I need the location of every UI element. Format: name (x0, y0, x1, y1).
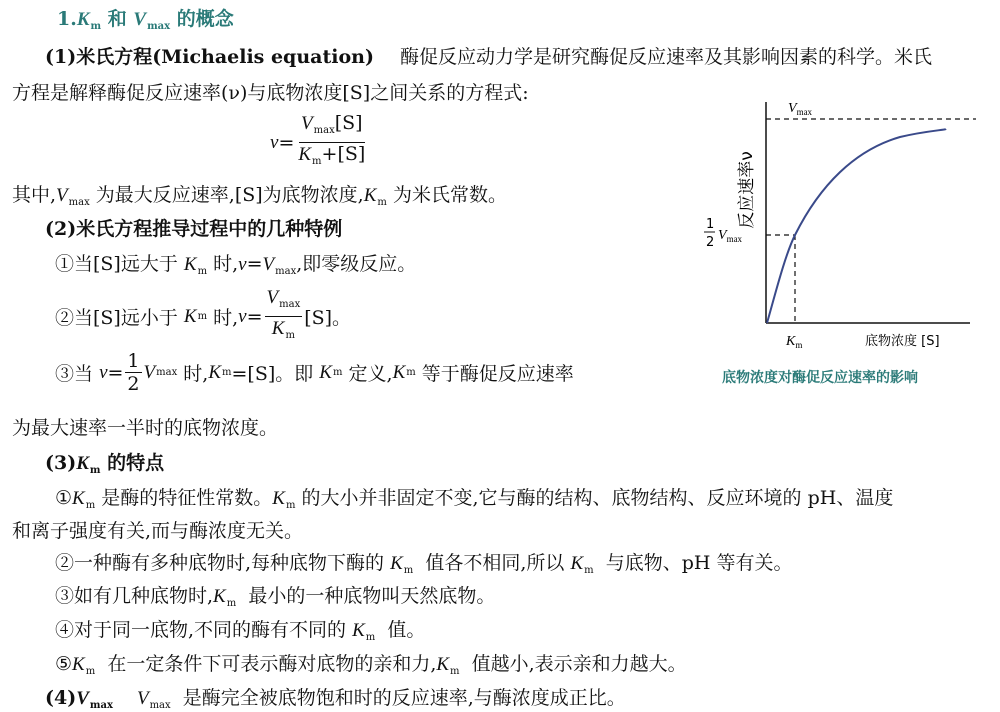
special-case-1: ①当[S]远大于 $K_m$ 时$,\nu=V_{max}$,即零级反应。 (55, 253, 417, 277)
special-cases-heading: (2)米氏方程推导过程中的几种特例 (45, 218, 343, 240)
km-feature-2: ②一种酶有多种底物时,每种底物下酶的 $K_m$ 值各不相同,所以 $K_m$ 与底物、pH 等有关。 (55, 552, 793, 576)
michaelis-curve (767, 129, 946, 323)
section-heading: $1.K_m$ 和 $V_{max}$ 的概念 (57, 8, 234, 32)
equation-variables-note: 其中$,V_{max}$ 为最大反应速率,[S]为底物浓度$,K_m$ 为米氏常数。 (12, 184, 507, 208)
km-tick-label: $K_m$ (786, 334, 803, 350)
km-features-heading: $(3)K_m$ 的特点 (45, 452, 165, 476)
michaelis-equation-intro: (1)米氏方程(Michaelis equation) 酶促反应动力学是研究酶促反应速率及其影响因素的科学。米氏 (45, 46, 933, 68)
vmax-label: $V_{max}$ (788, 101, 813, 117)
figure-caption: 底物浓度对酶促反应速率的影响 (722, 370, 918, 386)
half-vmax-label: $V_{max}$ (718, 228, 743, 244)
y-axis-label: 反应速率ν (737, 151, 757, 229)
half-num: 1 (706, 217, 715, 232)
michaelis-equation: ν = $\frac{V_{max}[S]}{K_m+[S]}$ (270, 112, 366, 167)
km-feature-5: $⑤K_m$ 在一定条件下可表示酶对底物的亲和力$,K_m$ 值越小,表示亲和力越大。 (55, 653, 687, 677)
special-case-3-cont: 为最大速率一半时的底物浓度。 (12, 417, 279, 439)
special-case-2: ②当[S]远小于 K m 时, ν = $\frac{V_{max}}{K_m}$ [S]。 (55, 287, 352, 341)
km-feature-1: $①K_m$ 是酶的特征性常数。$K_m$ 的大小并非固定不变,它与酶的结构、底物结构、反应环境的 pH、温度 (55, 487, 894, 511)
half-den: 2 (706, 235, 715, 250)
special-case-3: ③当 ν = $\frac{1}{2}$ V max 时, K m =[S]。即 K m 定义, K m 等于酶促反应速率 (55, 350, 574, 395)
vmax-definition: $(4)V_{max}$ $V_{max}$ 是酶完全被底物饱和时的反应速率,与酶浓度成正比。 (45, 687, 626, 711)
x-axis-label: 底物浓度 [S] (865, 334, 940, 349)
km-feature-1-cont: 和离子强度有关,而与酶浓度无关。 (12, 520, 304, 542)
km-feature-4: ④对于同一底物,不同的酶有不同的 $K_m$ 值。 (55, 619, 426, 643)
michaelis-equation-intro-cont: 方程是解释酶促反应速率(ν)与底物浓度[S]之间关系的方程式: (12, 82, 529, 104)
substrate-velocity-figure (700, 90, 990, 390)
km-feature-3: ③如有几种底物时$,K_m$ 最小的一种底物叫天然底物。 (55, 585, 496, 609)
